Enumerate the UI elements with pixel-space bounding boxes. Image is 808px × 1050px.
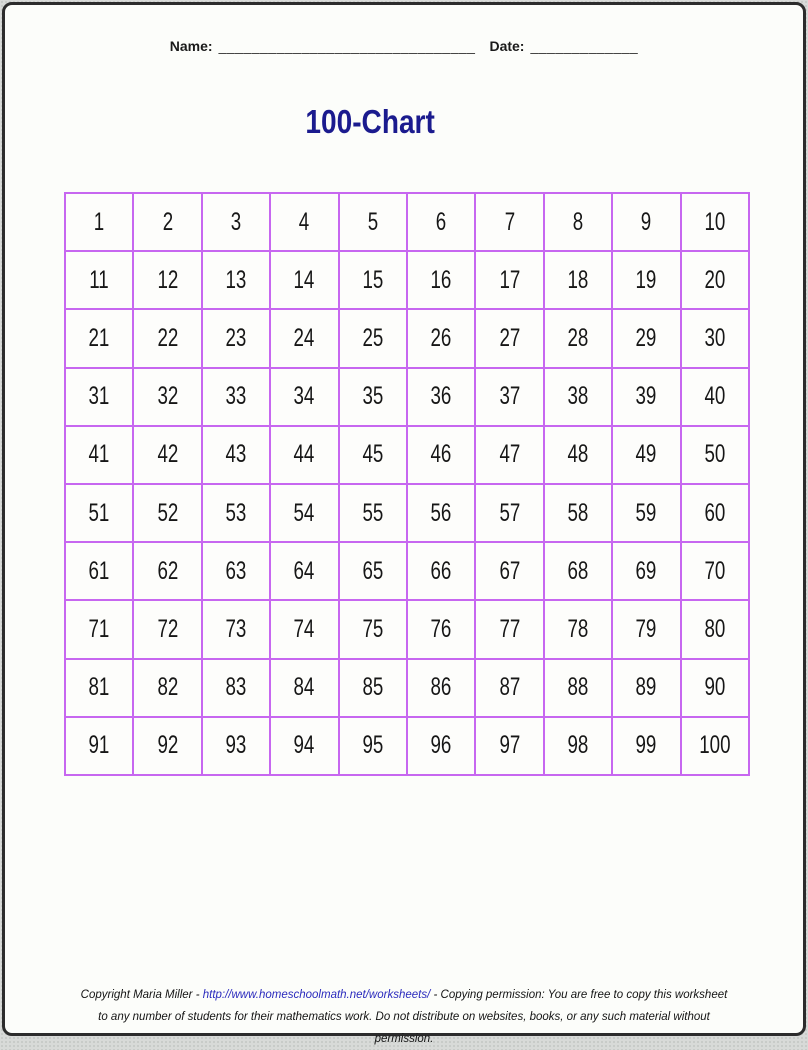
grid-cell — [681, 717, 749, 775]
grid-cell-number: 97 — [499, 731, 520, 760]
grid-cell — [133, 717, 201, 775]
grid-cell-number: 69 — [635, 556, 657, 585]
grid-cell-number: 62 — [157, 556, 179, 585]
grid-cell — [612, 542, 680, 600]
worksheet-header — [5, 38, 803, 54]
grid-cell-number: 59 — [635, 498, 657, 527]
grid-cell — [133, 426, 201, 484]
grid-cell-number: 37 — [499, 382, 520, 411]
worksheet-page — [2, 2, 806, 1045]
grid-cell-number: 65 — [362, 556, 384, 585]
grid-row — [65, 368, 749, 426]
grid-cell-number: 89 — [635, 673, 657, 702]
grid-cell-number: 99 — [635, 731, 657, 760]
grid-cell — [612, 600, 680, 658]
name-blank-line: _______________________________ — [218, 38, 476, 54]
grid-cell-number: 48 — [567, 440, 589, 469]
copyright-suffix: - Copying permission: You are free to copy this worksheet to any number of students for their mathematics work. Do not distribute on websites, books, or any such material without permission. — [98, 989, 728, 1045]
grid-cell — [612, 251, 680, 309]
grid-cell — [544, 193, 612, 251]
grid-row — [65, 309, 749, 367]
grid-cell — [202, 717, 270, 775]
grid-cell — [475, 484, 543, 542]
grid-cell-number: 76 — [430, 614, 452, 643]
grid-row — [65, 484, 749, 542]
grid-cell — [133, 309, 201, 367]
grid-cell-number: 60 — [704, 498, 726, 527]
grid-cell — [65, 600, 133, 658]
grid-cell — [681, 542, 749, 600]
grid-cell — [681, 309, 749, 367]
grid-cell-number: 33 — [225, 382, 247, 411]
grid-cell — [65, 484, 133, 542]
grid-cell-number: 28 — [567, 323, 589, 352]
grid-cell-number: 93 — [225, 731, 247, 760]
grid-cell — [339, 426, 407, 484]
name-label: Name: — [169, 38, 213, 54]
grid-cell — [681, 251, 749, 309]
grid-cell-number: 39 — [635, 382, 657, 411]
grid-cell — [544, 251, 612, 309]
grid-cell-number: 17 — [499, 265, 520, 294]
grid-cell-number: 46 — [430, 440, 452, 469]
grid-cell — [544, 717, 612, 775]
grid-cell — [407, 368, 475, 426]
grid-cell-number: 90 — [704, 673, 726, 702]
grid-cell — [475, 426, 543, 484]
grid-cell — [544, 542, 612, 600]
grid-cell-number: 73 — [225, 614, 247, 643]
grid-cell-number: 13 — [225, 265, 247, 294]
grid-cell-number: 30 — [704, 323, 726, 352]
grid-cell-number: 57 — [499, 498, 520, 527]
grid-cell — [339, 368, 407, 426]
grid-cell — [65, 717, 133, 775]
grid-cell — [202, 484, 270, 542]
grid-cell — [270, 251, 338, 309]
grid-cell-number: 56 — [430, 498, 452, 527]
date-label: Date: — [489, 38, 525, 54]
grid-cell-number: 66 — [430, 556, 452, 585]
grid-cell-number: 50 — [704, 440, 726, 469]
grid-cell — [475, 309, 543, 367]
grid-cell-number: 71 — [88, 614, 110, 643]
grid-cell-number: 25 — [362, 323, 384, 352]
grid-cell-number: 24 — [293, 323, 315, 352]
grid-cell-number: 63 — [225, 556, 247, 585]
grid-row — [65, 717, 749, 775]
grid-cell-number: 34 — [293, 382, 315, 411]
grid-cell — [339, 309, 407, 367]
grid-cell-number: 3 — [230, 207, 242, 236]
grid-cell — [65, 251, 133, 309]
grid-cell-number: 75 — [362, 614, 384, 643]
grid-cell-number: 36 — [430, 382, 452, 411]
grid-cell-number: 82 — [157, 673, 179, 702]
grid-cell-number: 92 — [157, 731, 179, 760]
grid-cell — [681, 484, 749, 542]
grid-cell-number: 29 — [635, 323, 657, 352]
grid-cell-number: 81 — [88, 673, 110, 702]
grid-cell-number: 53 — [225, 498, 247, 527]
grid-cell — [339, 193, 407, 251]
grid-cell-number: 5 — [367, 207, 378, 236]
grid-cell — [339, 659, 407, 717]
grid-cell-number: 95 — [362, 731, 384, 760]
grid-cell-number: 88 — [567, 673, 589, 702]
grid-cell-number: 68 — [567, 556, 589, 585]
grid-cell — [270, 659, 338, 717]
grid-cell-number: 79 — [635, 614, 657, 643]
grid-cell — [681, 426, 749, 484]
grid-row — [65, 251, 749, 309]
grid-cell — [407, 193, 475, 251]
grid-cell — [544, 659, 612, 717]
grid-cell — [339, 717, 407, 775]
grid-cell-number: 94 — [293, 731, 315, 760]
grid-cell — [270, 309, 338, 367]
grid-cell — [339, 251, 407, 309]
grid-cell-number: 6 — [435, 207, 447, 236]
grid-cell-number: 77 — [499, 614, 520, 643]
grid-cell-number: 20 — [704, 265, 726, 294]
grid-cell-number: 100 — [699, 731, 731, 760]
grid-cell — [202, 600, 270, 658]
grid-cell — [202, 251, 270, 309]
grid-cell — [65, 368, 133, 426]
grid-cell-number: 85 — [362, 673, 384, 702]
grid-cell-number: 64 — [293, 556, 315, 585]
grid-cell — [407, 542, 475, 600]
grid-cell-number: 74 — [293, 614, 315, 643]
grid-cell-number: 32 — [157, 382, 179, 411]
hundred-chart-body — [65, 193, 749, 775]
grid-cell-number: 22 — [157, 323, 179, 352]
grid-cell — [612, 484, 680, 542]
grid-cell — [407, 426, 475, 484]
grid-row — [65, 659, 749, 717]
grid-cell — [270, 484, 338, 542]
grid-cell-number: 4 — [299, 207, 310, 236]
grid-cell — [681, 659, 749, 717]
grid-cell — [270, 193, 338, 251]
grid-cell-number: 70 — [704, 556, 726, 585]
grid-cell — [133, 193, 201, 251]
grid-cell-number: 86 — [430, 673, 452, 702]
grid-cell — [133, 659, 201, 717]
grid-cell — [407, 309, 475, 367]
grid-row — [65, 193, 749, 251]
grid-cell — [475, 659, 543, 717]
grid-cell-number: 52 — [157, 498, 179, 527]
grid-cell — [612, 717, 680, 775]
grid-cell — [133, 251, 201, 309]
grid-cell — [270, 542, 338, 600]
grid-cell — [270, 368, 338, 426]
grid-cell-number: 38 — [567, 382, 589, 411]
grid-cell-number: 47 — [499, 440, 520, 469]
grid-cell-number: 23 — [225, 323, 247, 352]
grid-cell-number: 35 — [362, 382, 384, 411]
grid-cell-number: 31 — [88, 382, 110, 411]
grid-cell-number: 61 — [88, 556, 110, 585]
copyright-text — [76, 984, 732, 1050]
grid-cell — [544, 484, 612, 542]
grid-cell-number: 10 — [704, 207, 726, 236]
grid-cell-number: 84 — [293, 673, 315, 702]
grid-cell — [202, 368, 270, 426]
grid-cell-number: 44 — [293, 440, 315, 469]
grid-cell-number: 58 — [567, 498, 589, 527]
grid-cell-number: 26 — [430, 323, 452, 352]
grid-cell-number: 45 — [362, 440, 384, 469]
grid-cell — [475, 717, 543, 775]
grid-cell-number: 80 — [704, 614, 726, 643]
grid-cell-number: 91 — [88, 731, 110, 760]
grid-cell — [544, 426, 612, 484]
grid-cell-number: 67 — [499, 556, 520, 585]
grid-cell — [475, 368, 543, 426]
homeschoolmath-link[interactable]: http://www.homeschoolmath.net/worksheets/ — [202, 989, 431, 1001]
grid-cell — [65, 542, 133, 600]
grid-cell-number: 42 — [157, 440, 179, 469]
grid-cell-number: 11 — [89, 265, 109, 294]
grid-row — [65, 426, 749, 484]
date-blank-line: _____________ — [530, 38, 639, 54]
grid-cell-number: 16 — [430, 265, 452, 294]
grid-cell — [407, 600, 475, 658]
grid-cell-number: 21 — [88, 323, 110, 352]
grid-cell-number: 40 — [704, 382, 726, 411]
page-title: 100-Chart — [305, 103, 435, 140]
hundred-chart-table — [64, 192, 750, 776]
grid-cell-number: 87 — [499, 673, 520, 702]
grid-cell — [681, 600, 749, 658]
grid-cell — [475, 251, 543, 309]
grid-cell — [202, 193, 270, 251]
grid-cell — [475, 193, 543, 251]
grid-cell — [133, 368, 201, 426]
grid-cell — [612, 368, 680, 426]
grid-cell — [65, 426, 133, 484]
grid-row — [65, 600, 749, 658]
grid-cell-number: 8 — [572, 207, 584, 236]
footer — [5, 984, 803, 1050]
grid-cell — [407, 484, 475, 542]
grid-cell — [202, 542, 270, 600]
grid-cell — [681, 368, 749, 426]
grid-cell-number: 98 — [567, 731, 589, 760]
grid-cell — [407, 659, 475, 717]
grid-cell — [133, 542, 201, 600]
grid-cell-number: 72 — [157, 614, 179, 643]
grid-cell — [681, 193, 749, 251]
grid-cell — [407, 251, 475, 309]
grid-cell — [65, 659, 133, 717]
grid-cell-number: 96 — [430, 731, 452, 760]
grid-cell — [133, 600, 201, 658]
grid-cell-number: 54 — [293, 498, 315, 527]
grid-cell-number: 78 — [567, 614, 589, 643]
grid-cell — [202, 659, 270, 717]
grid-row — [65, 542, 749, 600]
grid-cell — [475, 600, 543, 658]
grid-cell-number: 27 — [499, 323, 520, 352]
grid-cell — [202, 309, 270, 367]
grid-cell — [612, 426, 680, 484]
grid-cell — [202, 426, 270, 484]
grid-cell-number: 18 — [567, 265, 589, 294]
copyright-prefix: Copyright Maria Miller - — [80, 989, 203, 1001]
grid-cell — [270, 600, 338, 658]
grid-cell-number: 15 — [362, 265, 384, 294]
grid-cell — [612, 193, 680, 251]
grid-cell-number: 49 — [635, 440, 657, 469]
grid-cell — [544, 600, 612, 658]
grid-cell — [270, 426, 338, 484]
grid-cell-number: 41 — [88, 440, 110, 469]
grid-cell — [270, 717, 338, 775]
grid-cell — [612, 659, 680, 717]
grid-cell — [133, 484, 201, 542]
grid-cell-number: 9 — [641, 207, 652, 236]
grid-cell-number: 2 — [162, 207, 173, 236]
grid-cell — [544, 309, 612, 367]
grid-cell-number: 83 — [225, 673, 247, 702]
grid-cell — [65, 309, 133, 367]
grid-cell — [339, 484, 407, 542]
grid-cell — [612, 309, 680, 367]
grid-cell-number: 55 — [362, 498, 384, 527]
grid-cell — [475, 542, 543, 600]
grid-cell — [407, 717, 475, 775]
grid-cell — [339, 600, 407, 658]
grid-cell — [544, 368, 612, 426]
title-container — [5, 103, 803, 141]
grid-cell-number: 14 — [293, 265, 315, 294]
grid-cell-number: 19 — [635, 265, 657, 294]
grid-cell-number: 12 — [157, 265, 179, 294]
grid-cell — [65, 193, 133, 251]
grid-cell-number: 7 — [504, 207, 515, 236]
grid-cell-number: 1 — [93, 207, 105, 236]
grid-cell-number: 43 — [225, 440, 247, 469]
grid-cell — [339, 542, 407, 600]
grid-cell-number: 51 — [88, 498, 110, 527]
